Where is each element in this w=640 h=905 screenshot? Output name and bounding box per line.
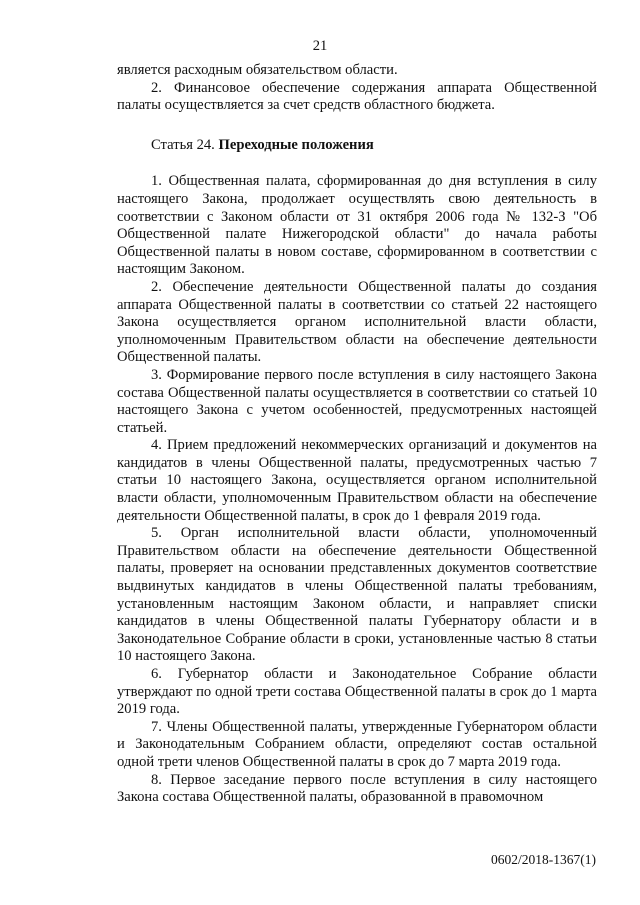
paragraph-2: 2. Обеспечение деятельности Общественной палаты до создания аппарата Общественной палаты в соответствии со статьей 22 настоящего Закона осуществляется органом исполнительной власти области, уполномоченным Правительством области на обеспечение деятельности Общественной палаты. [117,278,597,366]
paragraph-8: 8. Первое заседание первого после вступления в силу настоящего Закона состава Общественной палаты, образованной в правомочном [117,771,597,806]
paragraph-1: 1. Общественная палата, сформированная до дня вступления в силу настоящего Закона, продолжает осуществлять свою деятельность в соответствии с Законом области от 31 октября 2006 года № 132-З "Об Общественной палате Нижегородской области" до начала работы Общественной палаты в новом составе, сформированном в соответствии с настоящим Законом. [117,173,597,278]
article-heading [117,137,597,155]
lead-paragraph: 2. Финансовое обеспечение содержания аппарата Общественной палаты осуществляется за счет средств областного бюджета. [117,79,597,114]
paragraph-7: 7. Члены Общественной палаты, утвержденные Губернатором области и Законодательным Собранием области, определяют состав остальной одной трети членов Общественной палаты в срок до 7 марта 2019 года. [117,718,597,770]
article-prefix: Статья 24. [151,136,215,153]
lead-line: является расходным обязательством области. [117,62,398,78]
document-body [117,62,597,807]
article-title: Переходные положения [218,136,374,153]
paragraph-3: 3. Формирование первого после вступления в силу настоящего Закона состава Общественной палаты осуществляется в соответствии со статьей 10 настоящего Закона с учетом особенностей, предусмотренных настоящей статьей. [117,366,597,436]
document-code: 0602/2018-1367(1) [491,852,596,867]
paragraph-5: 5. Орган исполнительной власти области, уполномоченный Правительством области на обеспечение деятельности Общественной палаты, проверяет на основании представленных документов соответствие выдвинутых кандидатов в члены Общественной палаты требованиям, установленным настоящим Законом области, и направляет списки кандидатов в члены Общественной палаты Губернатору области и в Законодательное Собрание области в сроки, установленные частью 8 статьи 10 настоящего Закона. [117,525,597,665]
page-number: 21 [312,38,328,54]
spacer [117,154,597,173]
spacer [117,115,597,137]
paragraph-6: 6. Губернатор области и Законодательное Собрание области утверждают по одной трети состава Общественной палаты в срок до 1 марта 2019 года. [117,666,597,718]
paragraph-4: 4. Прием предложений некоммерческих организаций и документов на кандидатов в члены Общественной палаты, предусмотренных частью 7 статьи 10 настоящего Закона, осуществляется органом исполнительной власти области, уполномоченным Правительством области на обеспечение деятельности Общественной палаты, в срок до 1 февраля 2019 года. [117,437,597,524]
